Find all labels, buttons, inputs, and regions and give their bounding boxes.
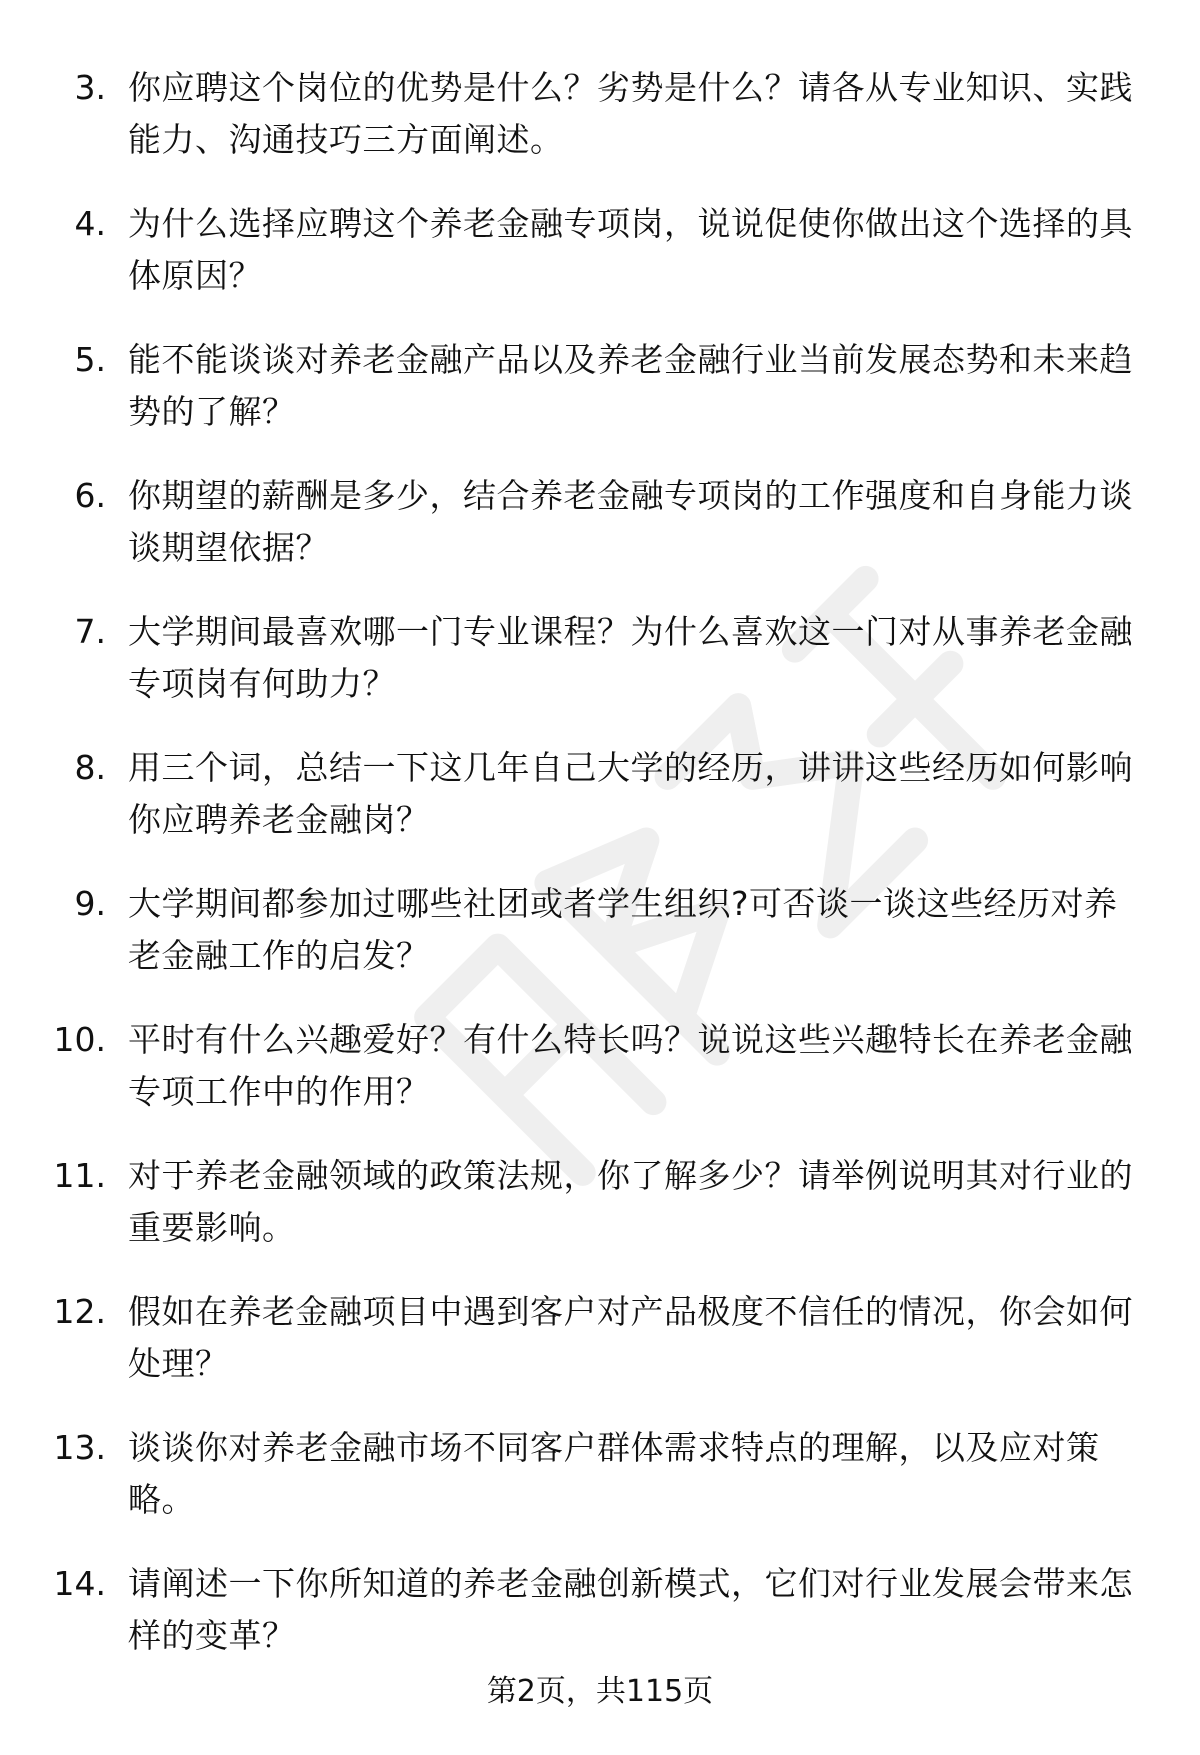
question-number: 8. <box>74 748 106 787</box>
question-item <box>0 334 1200 470</box>
question-item <box>0 742 1200 878</box>
question-text: 为什么选择应聘这个养老金融专项岗，说说促使你做出这个选择的具体原因？ <box>128 204 1133 295</box>
page-number-footer: 第2页，共115页 <box>486 1674 714 1709</box>
question-text: 用三个词，总结一下这几年自己大学的经历，讲讲这些经历如何影响你应聘养老金融岗？ <box>128 748 1133 839</box>
question-item <box>0 1150 1200 1286</box>
question-item <box>0 1422 1200 1558</box>
question-number: 12. <box>53 1292 106 1331</box>
question-text: 对于养老金融领域的政策法规，你了解多少？请举例说明其对行业的重要影响。 <box>128 1156 1133 1247</box>
question-text: 大学期间最喜欢哪一门专业课程？为什么喜欢这一门对从事养老金融专项岗有何助力？ <box>128 612 1133 703</box>
question-text: 平时有什么兴趣爱好？有什么特长吗？说说这些兴趣特长在养老金融专项工作中的作用？ <box>128 1020 1133 1111</box>
question-text: 你期望的薪酬是多少，结合养老金融专项岗的工作强度和自身能力谈谈期望依据？ <box>128 476 1133 567</box>
question-number: 11. <box>53 1156 106 1195</box>
question-text: 能不能谈谈对养老金融产品以及养老金融行业当前发展态势和未来趋势的了解？ <box>128 340 1133 431</box>
question-text: 请阐述一下你所知道的养老金融创新模式，它们对行业发展会带来怎样的变革？ <box>128 1564 1133 1655</box>
question-text: 谈谈你对养老金融市场不同客户群体需求特点的理解，以及应对策略。 <box>128 1428 1100 1519</box>
question-number: 7. <box>74 612 106 651</box>
question-item <box>0 1014 1200 1150</box>
question-number: 6. <box>74 476 106 515</box>
question-item <box>0 198 1200 334</box>
question-text: 大学期间都参加过哪些社团或者学生组织?可否谈一谈这些经历对养老金融工作的启发？ <box>128 884 1118 975</box>
question-number: 14. <box>53 1564 106 1603</box>
question-number: 9. <box>74 884 106 923</box>
question-item <box>0 606 1200 742</box>
question-list <box>0 62 1200 1694</box>
question-number: 4. <box>74 204 106 243</box>
question-number: 3. <box>74 68 106 107</box>
question-item <box>0 62 1200 198</box>
question-item <box>0 470 1200 606</box>
question-item <box>0 1286 1200 1422</box>
question-item <box>0 878 1200 1014</box>
question-number: 10. <box>53 1020 106 1059</box>
question-text: 假如在养老金融项目中遇到客户对产品极度不信任的情况，你会如何处理？ <box>128 1292 1133 1383</box>
question-text: 你应聘这个岗位的优势是什么？劣势是什么？请各从专业知识、实践能力、沟通技巧三方面阐述。 <box>128 68 1133 159</box>
question-number: 13. <box>53 1428 106 1467</box>
question-number: 5. <box>74 340 106 379</box>
